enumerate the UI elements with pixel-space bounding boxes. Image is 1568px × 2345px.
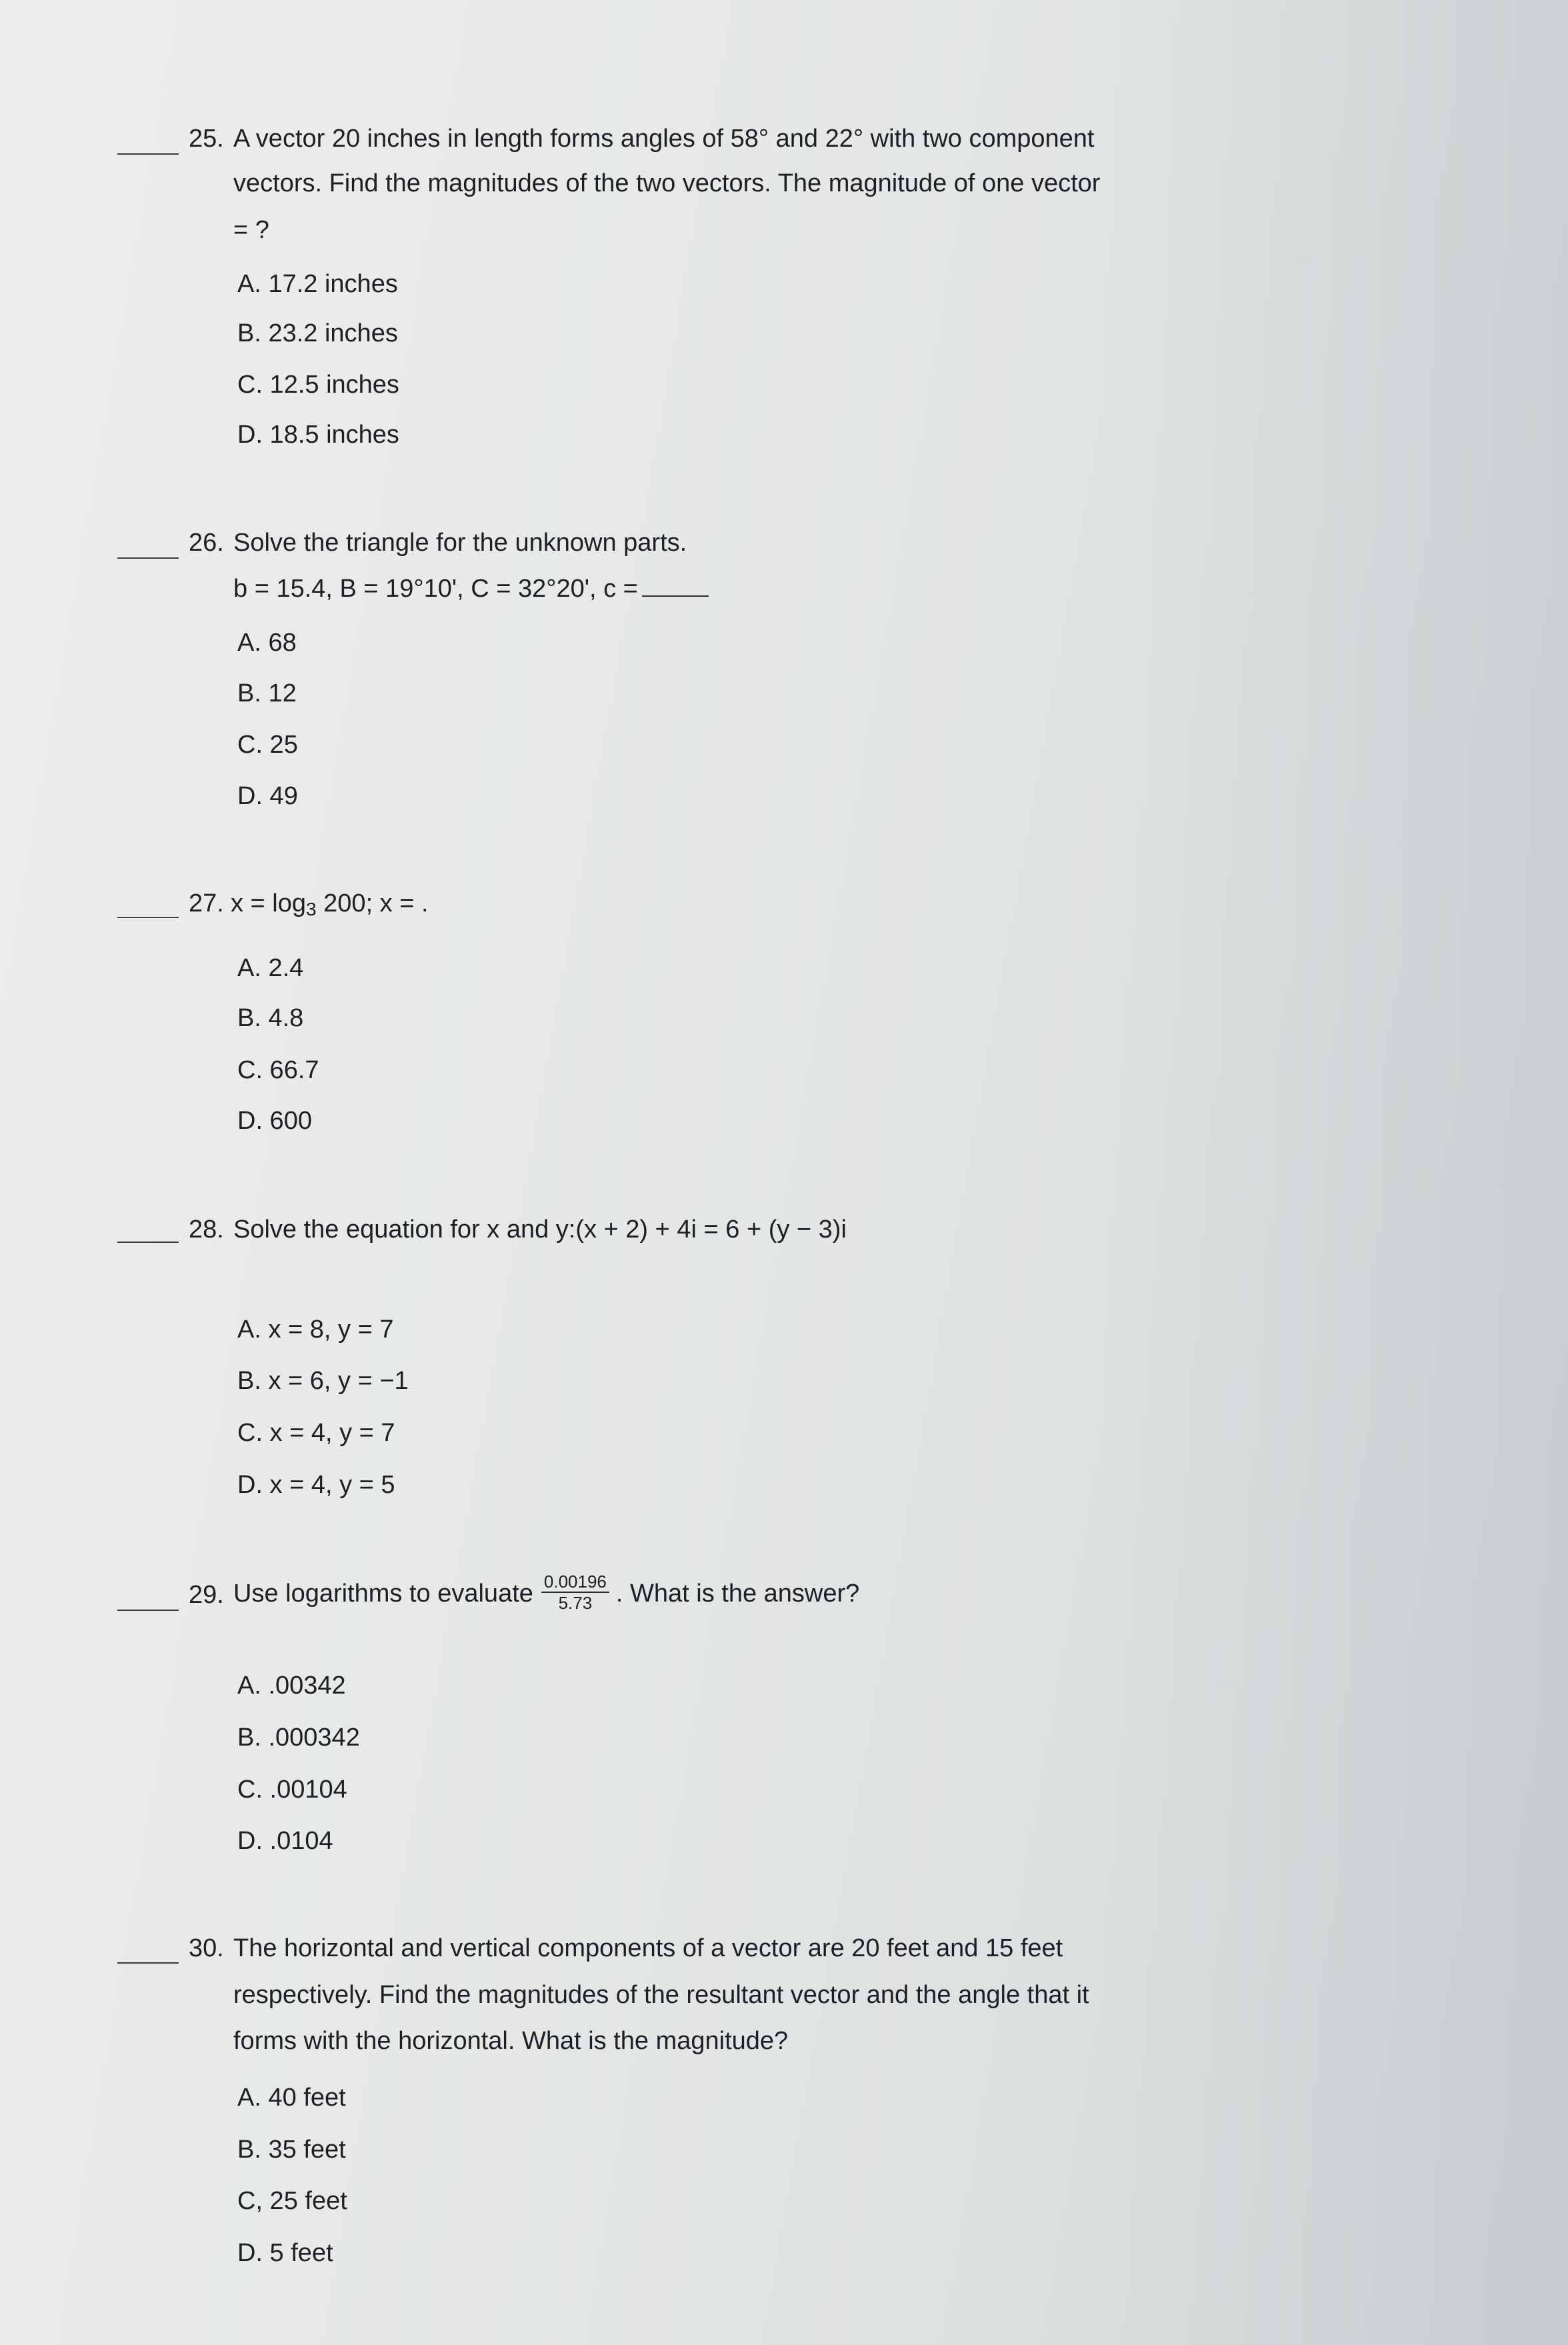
question-text-line: respectively. Find the magnitudes of the resultant vector and the angle that it: [233, 1981, 1089, 2009]
option-a[interactable]: A. 17.2 inches: [237, 270, 398, 298]
log-base: 3: [306, 899, 317, 919]
question-text-line: forms with the horizontal. What is the magnitude?: [233, 2027, 789, 2055]
answer-blank-30[interactable]: [117, 1962, 179, 1964]
option-a[interactable]: A. 2.4: [237, 954, 304, 982]
fraction: [541, 1572, 609, 1613]
option-d[interactable]: D. 5 feet: [237, 2239, 333, 2267]
option-b[interactable]: B. 4.8: [237, 1004, 304, 1032]
option-c[interactable]: C. x = 4, y = 7: [237, 1419, 395, 1447]
question-text-line: [231, 889, 429, 920]
option-a[interactable]: A. x = 8, y = 7: [237, 1316, 394, 1344]
option-c[interactable]: C. 66.7: [237, 1056, 319, 1084]
option-a[interactable]: A. .00342: [237, 1672, 346, 1700]
option-b[interactable]: B. .000342: [237, 1724, 360, 1752]
answer-blank-25[interactable]: [117, 153, 179, 155]
option-a[interactable]: A. 40 feet: [237, 2084, 346, 2112]
option-b[interactable]: B. 35 feet: [237, 2136, 346, 2164]
fraction-denominator: 5.73: [558, 1592, 593, 1613]
option-c[interactable]: C. 12.5 inches: [237, 371, 399, 399]
answer-blank-27[interactable]: [117, 917, 179, 918]
option-d[interactable]: D. x = 4, y = 5: [237, 1471, 395, 1499]
option-d[interactable]: D. 600: [237, 1107, 312, 1135]
option-c[interactable]: C, 25 feet: [237, 2187, 347, 2215]
answer-line[interactable]: [642, 575, 709, 597]
option-d[interactable]: D. 18.5 inches: [237, 421, 399, 449]
question-number: 27.: [189, 889, 224, 917]
question-text-line: Solve the equation for x and y:(x + 2) + 4i = 6 + (y − 3)i: [233, 1216, 847, 1244]
question-text-line: Solve the triangle for the unknown parts.: [233, 529, 687, 557]
answer-blank-29[interactable]: [117, 1610, 179, 1611]
question-text-line: vectors. Find the magnitudes of the two vectors. The magnitude of one vector: [233, 169, 1101, 197]
option-c[interactable]: C. 25: [237, 731, 298, 759]
question-text-line: = ?: [233, 216, 269, 244]
answer-blank-26[interactable]: [117, 557, 179, 559]
option-b[interactable]: B. 12: [237, 679, 297, 707]
question-number: 28.: [189, 1216, 224, 1244]
question-prefix: Use logarithms to evaluate: [233, 1580, 533, 1608]
option-d[interactable]: D. .0104: [237, 1827, 333, 1855]
question-text-line: A vector 20 inches in length forms angles of 58° and 22° with two component: [233, 125, 1095, 153]
answer-blank-28[interactable]: [117, 1242, 179, 1243]
question-number: 29.: [189, 1581, 224, 1609]
fraction-numerator: 0.00196: [541, 1572, 609, 1593]
log-suffix: 200; x = .: [316, 889, 429, 917]
option-b[interactable]: B. 23.2 inches: [237, 319, 398, 347]
question-text-line: The horizontal and vertical components of a vector are 20 feet and 15 feet: [233, 1934, 1063, 1962]
triangle-givens: b = 15.4, B = 19°10', C = 32°20', c =: [233, 575, 638, 603]
log-prefix: x = log: [231, 889, 307, 917]
question-suffix: . What is the answer?: [615, 1580, 860, 1608]
question-text-line: [233, 574, 709, 603]
option-b[interactable]: B. x = 6, y = −1: [237, 1367, 409, 1395]
page-shading: [1101, 0, 1568, 2345]
question-number: 26.: [189, 529, 224, 557]
question-text-line: [233, 1571, 860, 1616]
option-c[interactable]: C. .00104: [237, 1776, 347, 1804]
option-d[interactable]: D. 49: [237, 782, 298, 810]
question-number: 25.: [189, 125, 224, 153]
question-number: 30.: [189, 1934, 224, 1962]
option-a[interactable]: A. 68: [237, 629, 297, 657]
